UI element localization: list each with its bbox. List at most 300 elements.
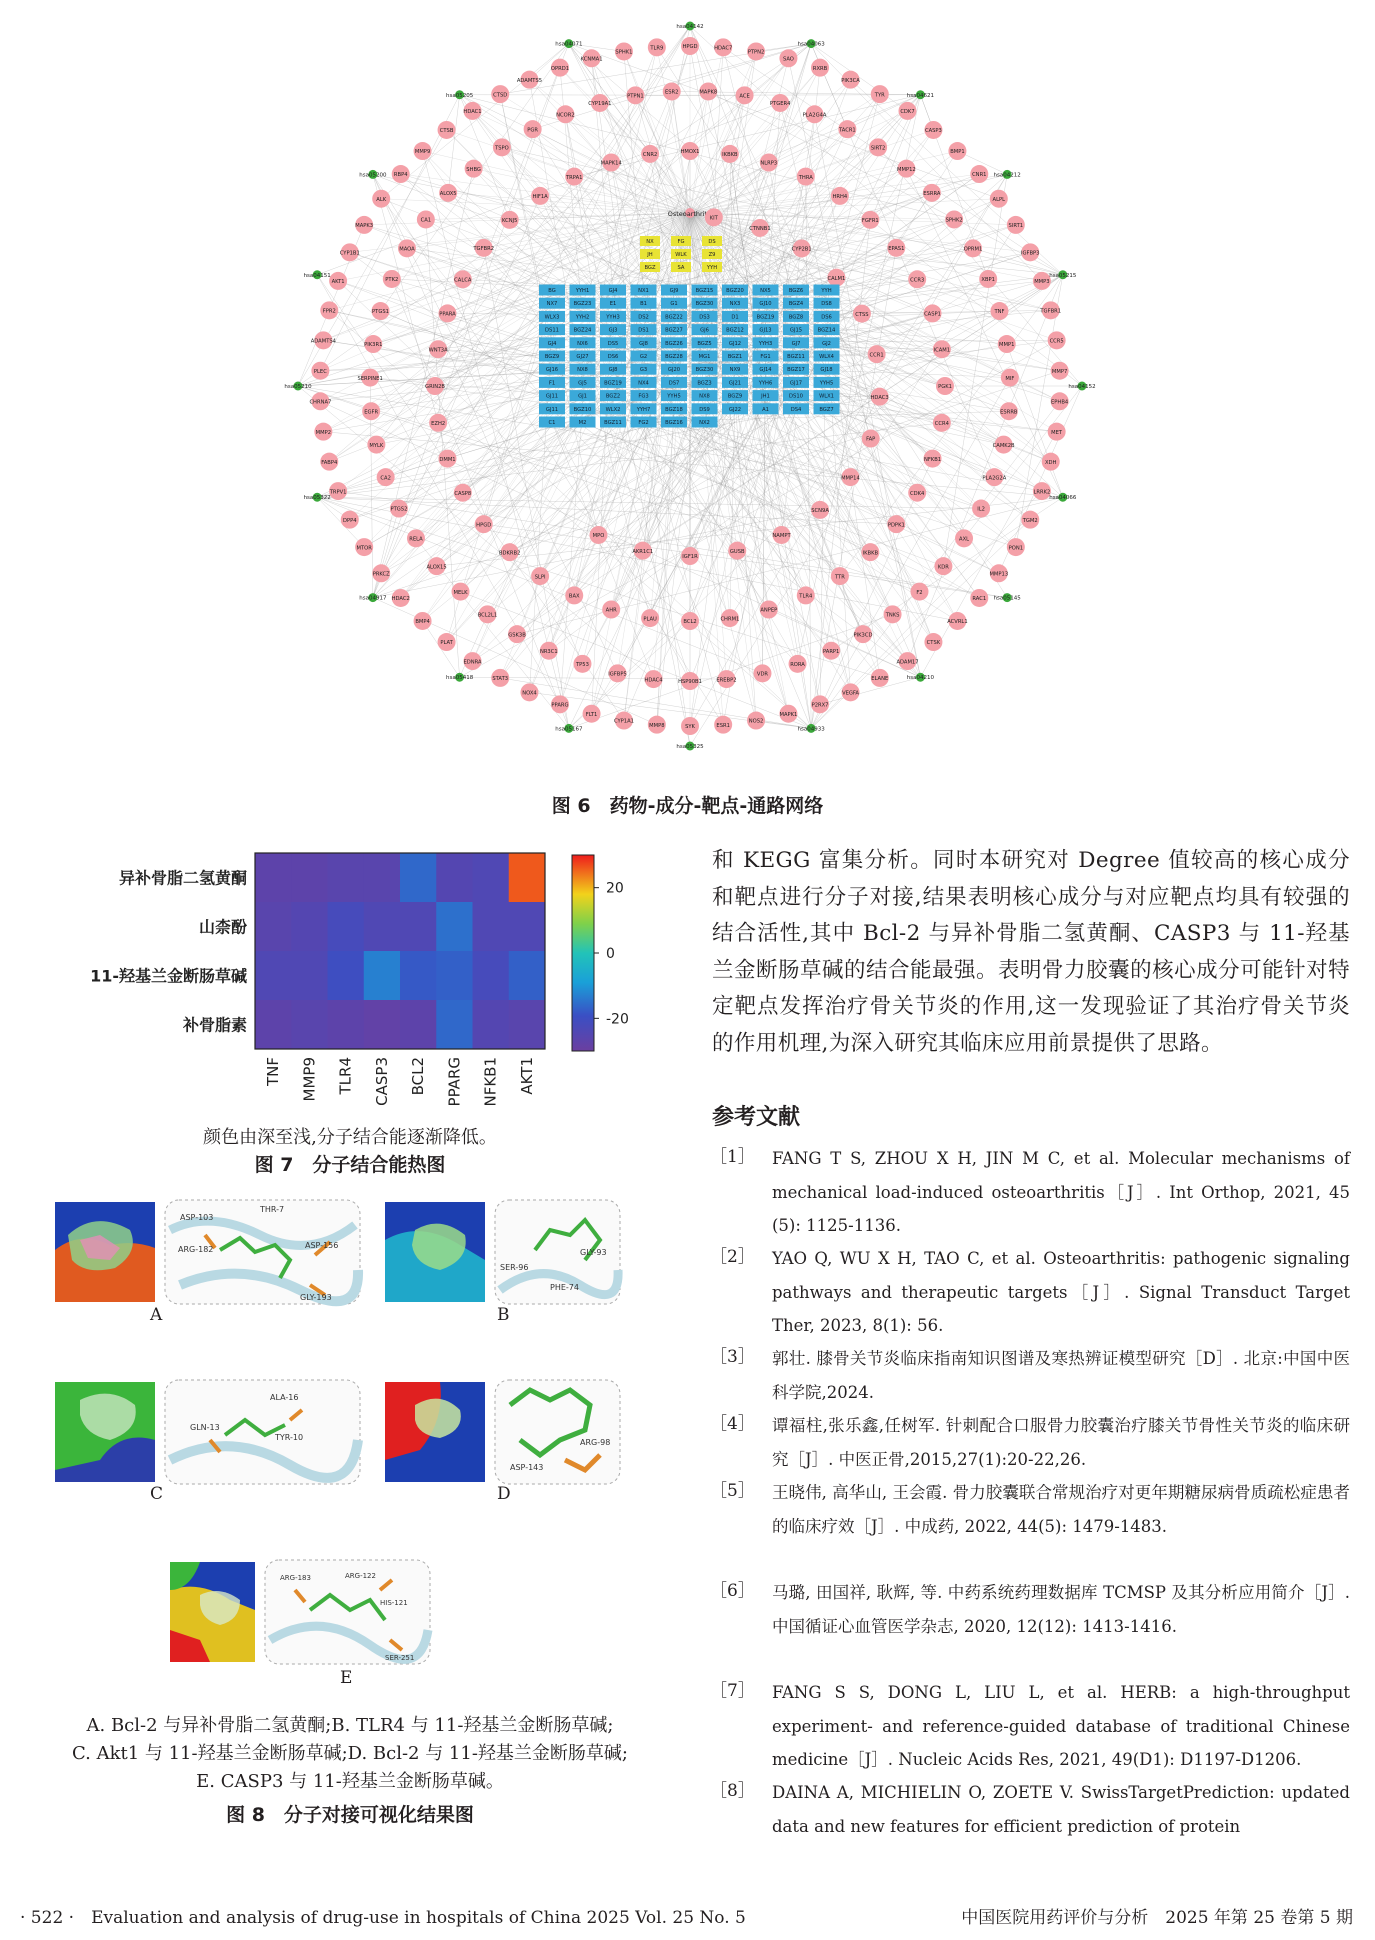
ingredient-label: GJ8 (608, 367, 618, 374)
network-edge (448, 95, 459, 193)
ingredient-label: FG2 (638, 420, 649, 426)
ingredient-label: DS4 (790, 406, 802, 413)
target-label: SPHK1 (615, 49, 633, 56)
ingredient-label: GJ5 (578, 380, 587, 387)
heatmap-cell (436, 1000, 473, 1050)
target-label: OPRD1 (550, 65, 570, 72)
ingredient-label: DS6 (607, 354, 619, 360)
target-label: AHR (605, 607, 617, 614)
pathway-label: hsa04152 (1068, 384, 1096, 390)
colorbar (572, 855, 594, 1051)
reference-5 (710, 1476, 1350, 1576)
target-label: ESRRA (923, 191, 941, 198)
target-label: TP53 (576, 662, 589, 669)
target-label: PPARA (439, 311, 456, 318)
panel-label-c: C (150, 1484, 164, 1504)
ingredient-label: NX4 (638, 380, 649, 387)
target-label: ESR1 (716, 722, 730, 729)
ingredient-label: GJ15 (789, 327, 803, 334)
target-label: NOX4 (522, 690, 537, 697)
herb-label: NX (646, 239, 654, 245)
ingredient-label: NX9 (729, 367, 741, 374)
ingredient-label: BGZ18 (665, 406, 683, 413)
target-label: FLT1 (585, 711, 598, 718)
target-label: GRIN2B (425, 384, 445, 391)
ingredient-label: GJ9 (669, 288, 679, 294)
network-edge (690, 94, 880, 213)
ingredient-label: NX8 (577, 367, 588, 374)
target-label: SLPI (534, 574, 546, 581)
target-label: BCL2 (683, 619, 697, 626)
target-label: HPGD (476, 522, 492, 529)
ingredient-label: FG1 (760, 354, 771, 360)
target-label: XBP1 (981, 277, 995, 284)
target-label: MMP13 (989, 571, 1009, 578)
ingredient-label: WLX1 (819, 393, 834, 400)
target-label: MPO (592, 533, 605, 540)
herb-label: JH (647, 252, 653, 258)
network-edge (540, 422, 643, 576)
heatmap-cell (436, 853, 473, 903)
target-label: CDK4 (910, 490, 925, 497)
svg-text:ALA-16: ALA-16 (270, 1393, 299, 1402)
target-label: NLRP3 (760, 160, 778, 167)
figure6-caption: 图 6 药物-成分-靶点-通路网络 (551, 795, 824, 817)
heatmap-column-label: TLR4 (336, 1057, 355, 1095)
network-edge (373, 196, 540, 598)
heatmap-cell (400, 853, 437, 903)
docking-panel-e (170, 1560, 430, 1664)
target-label: RXRB (812, 65, 828, 72)
herb-label: WLK (675, 252, 687, 258)
ingredient-label: GJ27 (576, 354, 589, 360)
target-label: ALPL (992, 196, 1006, 203)
ingredient-label: GJ14 (759, 367, 772, 374)
colorbar-tick-label: 20 (606, 880, 624, 897)
figure8-note-line: C. Akt1 与 11-羟基兰金断肠草碱;D. Bcl-2 与 11-羟基兰金断肠草碱; (72, 1743, 628, 1764)
target-label: HRH4 (832, 194, 848, 201)
target-label: NAMPT (772, 533, 791, 540)
ingredient-label: WLX2 (605, 406, 621, 413)
target-label: CASP8 (454, 490, 472, 497)
heatmap-cell (436, 902, 473, 952)
ingredient-label: DS7 (668, 380, 680, 387)
target-label: EPHB4 (1051, 399, 1069, 406)
reference-7 (710, 1676, 1350, 1776)
target-label: BAX (568, 593, 580, 600)
network-edge (529, 80, 690, 213)
ingredient-label: BGZ17 (787, 367, 805, 374)
target-label: P2RX7 (811, 702, 829, 709)
ingredient-label: A1 (762, 406, 769, 413)
ingredient-label: YYH2 (575, 314, 590, 321)
target-label: NR3C1 (539, 648, 558, 655)
heatmap-cell (291, 902, 328, 952)
target-label: HDAC1 (463, 109, 482, 116)
target-label: ADAM17 (896, 659, 919, 666)
ingredient-label: BGZ7 (819, 406, 834, 413)
target-label: AKT1 (331, 279, 345, 286)
target-label: RELA (409, 536, 423, 543)
ingredient-label: NX8 (699, 393, 710, 400)
ingredient-label: BG (548, 288, 556, 294)
target-label: HSP90B1 (678, 679, 702, 686)
target-label: STAT3 (492, 676, 509, 683)
target-label: MYLK (369, 442, 384, 449)
ingredient-label: BGZ11 (787, 354, 805, 360)
target-label: SERPINE1 (357, 375, 383, 382)
reference-1 (710, 1142, 1350, 1242)
ingredient-label: GJ4 (547, 340, 557, 347)
pathway-label: hsa05167 (555, 726, 583, 733)
heatmap-cell (328, 902, 365, 952)
heatmap-column-label: NFKB1 (481, 1057, 500, 1107)
target-label: TSPO (495, 145, 509, 152)
target-label: IGF1R (682, 554, 698, 561)
ingredient-label: GJ1 (578, 393, 587, 400)
svg-text:THR-7: THR-7 (260, 1205, 285, 1214)
ingredient-label: GJ22 (728, 406, 742, 413)
target-label: HDAC2 (391, 596, 410, 603)
target-label: HMOX1 (680, 149, 700, 156)
target-label: CASP1 (924, 311, 941, 318)
target-label: MMP14 (841, 475, 860, 482)
ingredient-label: YYH5 (667, 393, 681, 400)
ingredient-label: YYH6 (758, 380, 773, 387)
target-label: WNT3A (428, 347, 448, 354)
target-label: KCNJ5 (501, 218, 518, 225)
ingredient-label: GJ3 (608, 327, 618, 334)
target-label: SAO (782, 56, 794, 63)
target-label: MELK (453, 589, 468, 596)
reference-number: ［6］ (710, 1581, 755, 1601)
network-edge (320, 95, 459, 371)
ingredient-label: GJ21 (728, 380, 742, 387)
svg-text:ASP-143: ASP-143 (510, 1463, 544, 1472)
heatmap-cells (255, 853, 546, 1050)
pathway-label: hsa05205 (445, 92, 474, 99)
heatmap-column-label: BCL2 (409, 1057, 428, 1096)
ingredient-label: BGZ4 (788, 301, 804, 308)
heatmap-figure (40, 845, 660, 1125)
heatmap-row-label: 11-羟基兰金断肠草碱 (90, 966, 247, 986)
target-label: ANPEP (760, 607, 778, 614)
heatmap-cell (364, 951, 401, 1001)
network-edge (690, 174, 1007, 726)
heatmap-column-label: PPARG (445, 1057, 464, 1107)
target-label: SCN9A (811, 508, 829, 515)
svg-text:ASP-156: ASP-156 (305, 1241, 339, 1250)
target-label: CNR2 (642, 152, 658, 159)
target-label: MMP2 (315, 429, 332, 436)
target-label: CAMK2B (992, 442, 1015, 449)
panel-label-e: E (340, 1668, 353, 1688)
target-label: TGFBR2 (473, 246, 495, 253)
docking-panel-b (385, 1200, 620, 1304)
ingredient-label: NX2 (699, 420, 710, 426)
docking-panel-c (55, 1380, 360, 1484)
network-edge (820, 677, 920, 704)
heatmap-cell (255, 951, 292, 1001)
heatmap-cell (364, 1000, 401, 1050)
heatmap-cell (509, 902, 546, 952)
svg-text:TYR-10: TYR-10 (275, 1433, 304, 1442)
herb-label: FG (677, 239, 685, 245)
target-label: PLEC (313, 368, 327, 375)
target-label: FAP (866, 436, 876, 443)
ingredient-label: NX1 (638, 288, 649, 294)
ingredient-label: NX5 (760, 288, 771, 294)
svg-text:SER-251: SER-251 (385, 1654, 415, 1662)
target-label: XDH (1044, 459, 1057, 466)
pathway-label: hsa05210 (284, 384, 312, 390)
target-label: CTSB (439, 128, 454, 135)
network-edge (737, 551, 811, 729)
target-label: MMP7 (1051, 368, 1068, 375)
ingredient-label: BGZ1 (727, 354, 743, 360)
target-label: ELANE (871, 676, 889, 683)
heatmap-cell (328, 1000, 365, 1050)
panel-label-a: A (150, 1305, 163, 1325)
herb-label: YYH (706, 265, 718, 271)
target-label: AKR1C1 (632, 548, 654, 555)
target-label: PGR (527, 127, 539, 134)
target-label: FPR2 (322, 308, 336, 315)
pathway-label: hsa04212 (993, 172, 1021, 179)
pathway-label: hsa05200 (359, 172, 387, 179)
heatmap-cell (473, 951, 510, 1001)
heatmap-cell (509, 1000, 546, 1050)
target-label: PTPN2 (747, 49, 765, 56)
ingredient-label: GJ13 (759, 327, 772, 334)
target-label: PDPK1 (887, 522, 905, 529)
target-label: CYP1B1 (339, 250, 360, 257)
references-title: 参考文献 (712, 1105, 801, 1130)
target-label: PTPN1 (627, 93, 644, 100)
ingredient-label: BGZ24 (573, 327, 592, 334)
pathway-label: hsa04151 (303, 272, 331, 279)
ingredient-label: NX7 (546, 301, 558, 308)
ingredient-label: BGZ3 (697, 380, 712, 387)
target-label: TRPA1 (566, 174, 583, 181)
heatmap-cell (328, 853, 365, 903)
target-label: TYR (874, 92, 885, 99)
reference-number: ［5］ (710, 1481, 755, 1501)
ingredient-label: GJ16 (545, 367, 559, 374)
target-label: PIK3CD (853, 632, 873, 639)
target-label: AXL (959, 536, 970, 543)
ingredient-label: DS2 (638, 314, 649, 321)
target-label: MAPK1 (779, 711, 798, 718)
target-label: VEGFA (842, 690, 859, 697)
footer-right: 中国医院用药评价与分析 2025 年第 25 卷第 5 期 (961, 1908, 1353, 1928)
target-label: CYP1A1 (613, 718, 634, 725)
ingredient-label: BGZ22 (665, 314, 683, 321)
pathway-label: hsa04066 (1049, 495, 1077, 502)
target-label: F2 (916, 589, 923, 596)
target-label: FABP4 (321, 459, 338, 466)
target-label: DPP4 (342, 517, 357, 524)
ingredient-label: YYH5 (819, 380, 834, 387)
network-edge (461, 592, 812, 729)
reference-3 (710, 1342, 1350, 1409)
pathway-label: hsa04210 (906, 675, 935, 682)
target-label: OPRM1 (963, 246, 983, 253)
network-edge (426, 213, 690, 219)
ingredient-label: DS3 (699, 314, 710, 321)
target-label: KCNMA1 (580, 56, 603, 63)
target-label: TRPV1 (329, 489, 347, 496)
ingredient-label: NX3 (729, 301, 741, 308)
ingredient-label: F1 (548, 380, 556, 387)
reference-text: 郭壮. 膝骨关节炎临床指南知识图谱及寒热辨证模型研究［D］. 北京:中国中医科学院,2024. (772, 1349, 1350, 1402)
panel-label-b: B (497, 1305, 510, 1325)
network-figure (284, 8, 1096, 788)
ingredient-label: BGZ9 (727, 393, 743, 400)
herb-label: DS (708, 239, 716, 245)
ingredient-label: C1 (548, 420, 556, 426)
target-label: IGFBP3 (1020, 250, 1040, 257)
network-edge (690, 213, 954, 219)
target-label: NFKB1 (923, 456, 942, 463)
target-label: CYP19A1 (588, 101, 612, 108)
heatmap-cell (473, 902, 510, 952)
ingredient-label: WLX4 (819, 354, 834, 360)
disease-label: Osteoarthritis (667, 210, 713, 218)
ingredient-label: DS9 (699, 406, 710, 413)
reference-number: ［1］ (710, 1147, 755, 1167)
herb-label: Z9 (708, 252, 716, 258)
target-label: HPGD (682, 44, 698, 51)
target-label: BDKRB2 (498, 550, 521, 557)
figure8-note-line: A. Bcl-2 与异补骨脂二氢黄酮;B. TLR4 与 11-羟基兰金断肠草碱; (86, 1715, 614, 1736)
ingredient-label: BGZ23 (573, 301, 592, 308)
target-label: TGM2 (1022, 517, 1038, 524)
target-label: GSK3B (508, 632, 526, 639)
target-label: NOS2 (748, 718, 764, 725)
ingredient-label: GJ18 (820, 367, 833, 374)
target-label: LRRK2 (1033, 489, 1051, 496)
ingredient-label: BGZ20 (726, 288, 744, 294)
ingredient-label: G3 (639, 367, 648, 374)
network-edge (438, 26, 690, 423)
target-label: TGFBR1 (1040, 308, 1062, 315)
heatmap-row-labels (90, 869, 248, 1035)
ingredient-label: DS8 (821, 301, 832, 308)
ingredient-label: BGZ8 (788, 314, 804, 321)
target-label: SHBG (466, 166, 481, 173)
target-label: CA2 (380, 475, 391, 482)
ingredient-label: BGZ19 (604, 380, 622, 387)
target-label: IKBKB (862, 550, 879, 557)
reference-6 (710, 1576, 1350, 1676)
ingredient-label: BGZ30 (695, 301, 714, 308)
ingredient-label: B1 (640, 301, 647, 308)
reference-text: FANG T S, ZHOU X H, JIN M C, et al. Molecular mechanisms of mechanical load-induced osteoarthritis［J］. Int Orthop, 2021, 45 (5): 1125-1136. (772, 1149, 1350, 1235)
heatmap-cell (291, 951, 328, 1001)
heatmap-cell (255, 902, 292, 952)
target-label: TNF (994, 309, 1005, 316)
network-edge (373, 509, 399, 598)
heatmap-column-labels (264, 1057, 536, 1107)
network-edge (806, 177, 811, 729)
figure8-note (20, 1712, 680, 1796)
heatmap-cell (255, 853, 292, 903)
target-label: PGK1 (938, 384, 952, 391)
network-edge (338, 491, 1007, 598)
ingredient-label: BGZ9 (544, 354, 560, 360)
target-label: MMP1 (999, 342, 1015, 349)
pathway-label: hsa04063 (797, 41, 825, 48)
reference-number: ［2］ (710, 1247, 755, 1267)
colorbar-tick-label: -20 (606, 1011, 629, 1028)
target-label: CCR5 (1049, 338, 1064, 345)
network-edges (298, 26, 1082, 746)
target-label: CTNNB1 (749, 226, 771, 233)
target-label: CALCA (454, 277, 472, 284)
target-label: RORA (790, 662, 805, 669)
network-edge (517, 497, 1063, 634)
ingredient-label: YYH3 (606, 314, 620, 321)
pathway-label: hsa05145 (993, 595, 1021, 602)
heatmap-cell (364, 853, 401, 903)
network-edge (878, 147, 1082, 386)
network-edge (560, 68, 583, 317)
target-label: EDNRA (463, 659, 482, 666)
target-label: CHRM1 (720, 616, 740, 623)
target-label: MMP3 (1034, 279, 1050, 286)
target-label: SYK (685, 724, 695, 731)
target-label: TACR1 (838, 127, 856, 134)
svg-text:HIS-121: HIS-121 (380, 1599, 408, 1607)
ingredient-label: M2 (578, 420, 587, 426)
target-label: ESR2 (664, 89, 679, 96)
reference-text: YAO Q, WU X H, TAO C, et al. Osteoarthritis: pathogenic signaling pathways and therapeutic targets［J］. Signal Transduct Target Ther, 2023, 8(1): 56. (772, 1249, 1350, 1335)
target-label: CDK7 (900, 109, 915, 116)
docking-panel-a (55, 1200, 360, 1304)
target-label: MAPK14 (600, 160, 622, 167)
target-label: MIF (1005, 375, 1015, 382)
target-label: MTOR (356, 545, 372, 552)
ingredient-label: GJ4 (608, 288, 618, 294)
ingredient-label: GJ17 (789, 380, 803, 387)
target-label: RBP4 (393, 172, 408, 179)
target-label: KIT (709, 215, 718, 222)
target-label: BCL2L1 (477, 612, 498, 619)
ingredient-label: BGZ5 (697, 340, 712, 347)
target-label: PPARG (551, 702, 569, 709)
target-label: RAC1 (972, 596, 987, 603)
heatmap-row-label: 补骨脂素 (182, 1015, 247, 1035)
pathway-label: hsa04071 (555, 41, 583, 48)
target-label: BMP1 (950, 149, 965, 156)
ingredient-label: BGZ14 (817, 327, 836, 334)
target-label: MAPK3 (355, 223, 374, 230)
target-label: PLAU (643, 616, 657, 623)
target-label: IKBKB (722, 152, 738, 159)
target-label: EGFR (364, 409, 379, 416)
target-label: NCOR2 (556, 112, 575, 119)
svg-text:SER-96: SER-96 (500, 1263, 529, 1272)
ingredient-label: YYH1 (575, 288, 590, 294)
target-label: CCR3 (910, 277, 925, 284)
svg-text:ARG-183: ARG-183 (280, 1574, 311, 1582)
target-label: ALK (376, 196, 387, 203)
heatmap-cell (473, 853, 510, 903)
heatmap-cell (400, 951, 437, 1001)
reference-number: ［3］ (710, 1347, 755, 1367)
target-label: PARP1 (822, 648, 840, 655)
